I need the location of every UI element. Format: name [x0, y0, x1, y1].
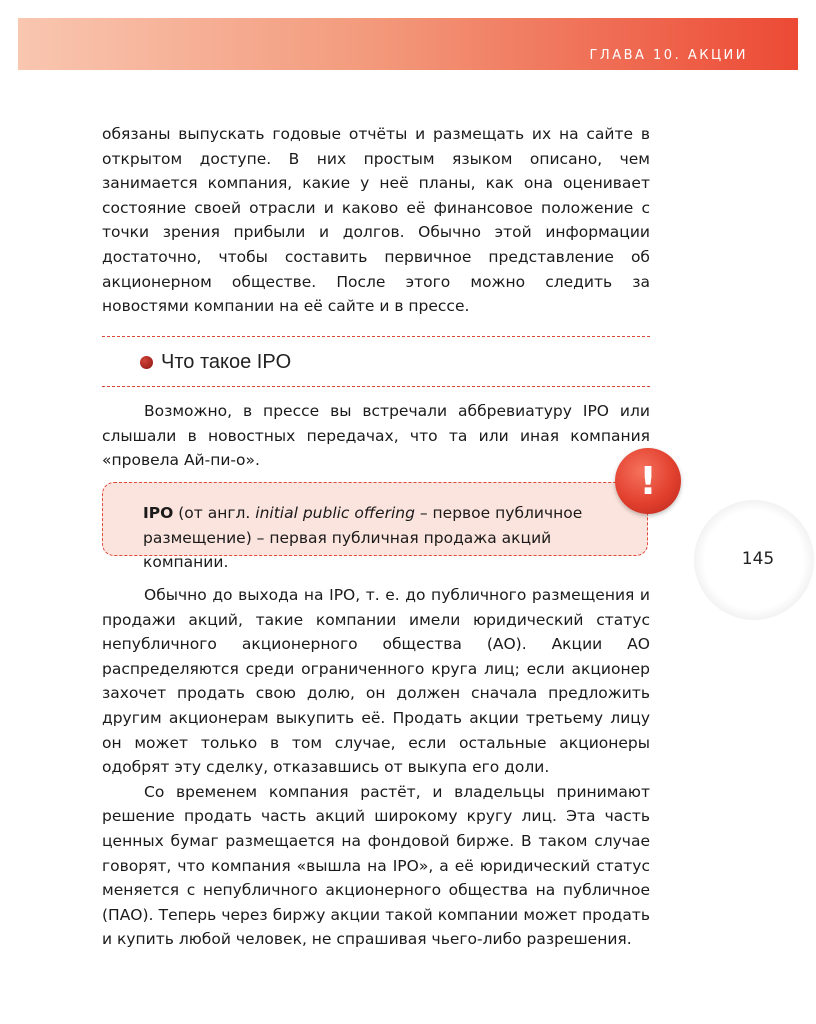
- definition-body: – первое публичное размещение) – первая публичная продажа акций компании.: [143, 504, 583, 572]
- exclamation-icon: !: [615, 448, 681, 514]
- section-divider-top: [102, 336, 650, 337]
- intro-text: [102, 122, 650, 319]
- section-heading: [140, 349, 291, 375]
- section-divider-bottom: [102, 386, 650, 387]
- intro-paragraph: обязаны выпускать годовые отчёты и размещать их на сайте в открытом доступе. В них простым языком описано, чем занимается компания, какие у неё планы, как она оценивает состояние своей отрасли и каково её финансовое положение с точки зрения прибыли и долгов. Обычно этой информации достаточно, чтобы составить первичное представление об акционерном обществе. После этого можно следить за новостями компании на её сайте и в прессе.: [102, 125, 650, 316]
- definition-term: IPO: [143, 504, 174, 522]
- definition-prefix: (от англ.: [173, 504, 256, 522]
- definition-note-box: [102, 482, 648, 572]
- section-intro-text: [102, 399, 650, 473]
- section-paragraph: Возможно, в прессе вы встречали аббревиатуру IPO или слышали в новостных передачах, что та или иная компания «провела Ай-пи-о».: [102, 402, 650, 470]
- body-text: [102, 583, 650, 952]
- chapter-title: ГЛАВА 10. АКЦИИ: [589, 48, 748, 63]
- section-title: Что такое IPO: [161, 350, 292, 373]
- definition-text: [143, 501, 615, 575]
- definition-english-term: initial public offering: [255, 504, 415, 522]
- bullet-dot-icon: [140, 356, 153, 369]
- body-paragraph-2: Со временем компания растёт, и владельцы принимают решение продать часть акций широкому кругу лиц. Эта часть ценных бумаг размещается на фондовой бирже. В таком случае говорят, что компания «вышла на IPO», а её юридический статус меняется с непубличного акционерного общества на публичное (ПАО). Теперь через биржу акции такой компании может продать и купить любой человек, не спрашивая чьего-либо разрешения.: [102, 782, 650, 949]
- body-paragraph-1: Обычно до выхода на IPO, т. е. до публичного размещения и продажи акций, такие компании имели юридический статус непубличного акционерного общества (АО). Акции АО распределяются среди ограниченного круга лиц; если акционер захочет продать свою долю, он должен сначала предложить другим акционерам выкупить её. Продать акции третьему лицу он может только в том случае, если остальные акционеры одобрят эту сделку, отказавшись от выкупа его доли.: [102, 586, 650, 777]
- page-number: 145: [741, 549, 775, 569]
